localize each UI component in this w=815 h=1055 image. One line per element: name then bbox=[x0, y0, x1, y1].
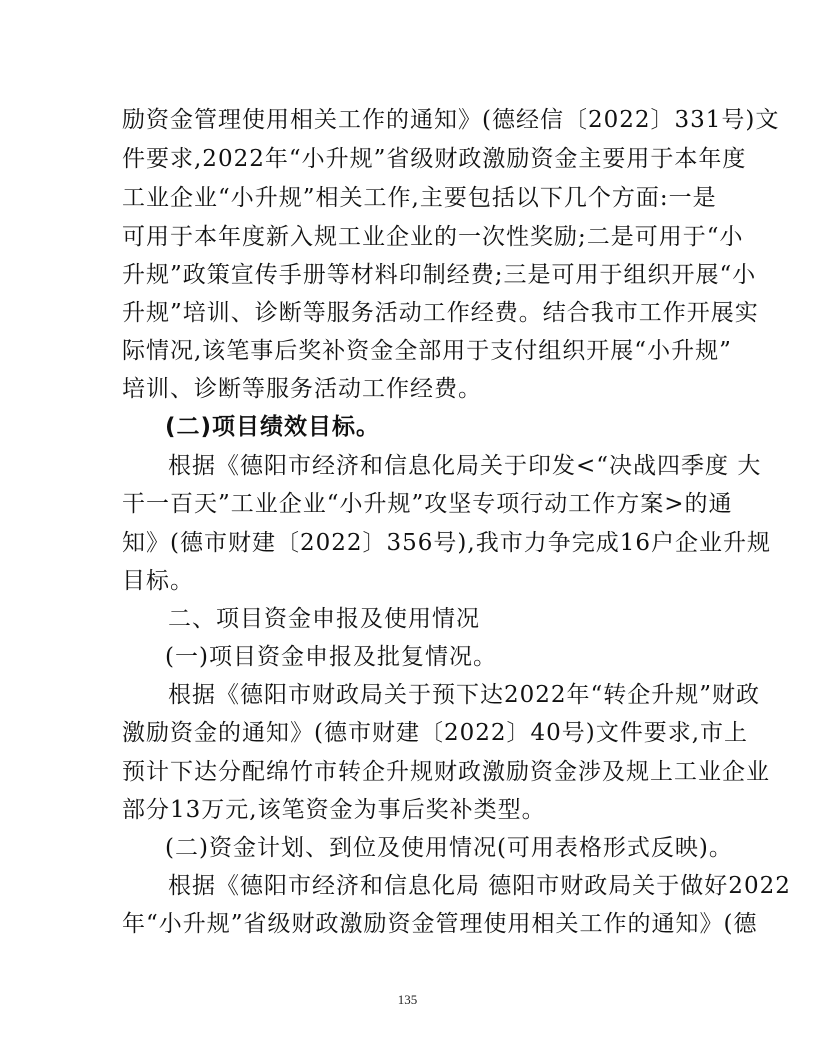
paragraph-line: 升规”培训、诊断等服务活动工作经费。结合我市工作开展实 bbox=[122, 300, 759, 326]
paragraph-line: 年“小升规”省级财政激励资金管理使用相关工作的通知》(德 bbox=[122, 911, 758, 937]
paragraph-line: 干一百天”工业企业“小升规”攻坚专项行动工作方案>的通 bbox=[122, 491, 733, 517]
paragraph-line: 励资金管理使用相关工作的通知》(德经信〔2022〕331号)文 bbox=[122, 107, 780, 133]
paragraph-line: 件要求,2022年“小升规”省级财政激励资金主要用于本年度 bbox=[122, 146, 747, 172]
paragraph-line: 知》(德市财建〔2022〕356号),我市力争完成16户企业升规 bbox=[122, 530, 771, 556]
paragraph-line: 激励资金的通知》(德市财建〔2022〕40号)文件要求,市上 bbox=[122, 720, 749, 746]
paragraph-line: 培训、诊断等服务活动工作经费。 bbox=[122, 376, 482, 402]
paragraph-line: 部分13万元,该笔资金为事后奖补类型。 bbox=[122, 797, 546, 823]
subsection-heading: (二)资金计划、到位及使用情况(可用表格形式反映)。 bbox=[165, 835, 733, 861]
paragraph-line: 根据《德阳市财政局关于预下达2022年“转企升规”财政 bbox=[168, 682, 761, 708]
paragraph-line: 根据《德阳市经济和信息化局 德阳市财政局关于做好2022 bbox=[168, 873, 791, 899]
paragraph-line: 工业企业“小升规”相关工作,主要包括以下几个方面:一是 bbox=[122, 185, 717, 211]
paragraph-line: 升规”政策宣传手册等材料印制经费;三是可用于组织开展“小 bbox=[122, 262, 757, 288]
page-number: 135 bbox=[397, 992, 418, 1007]
subsection-heading: (一)项目资金申报及批复情况。 bbox=[165, 644, 497, 670]
paragraph-line: 预计下达分配绵竹市转企升规财政激励资金涉及规上工业企业 bbox=[122, 759, 770, 785]
section-heading: (二)项目绩效目标。 bbox=[165, 414, 381, 440]
paragraph-line: 际情况,该笔事后奖补资金全部用于支付组织开展“小升规” bbox=[122, 338, 732, 364]
paragraph-line: 可用于本年度新入规工业企业的一次性奖励;二是可用于“小 bbox=[122, 224, 744, 250]
paragraph-line: 目标。 bbox=[122, 568, 194, 594]
section-heading: 二、项目资金申报及使用情况 bbox=[168, 606, 480, 632]
paragraph-line: 根据《德阳市经济和信息化局关于印发<“决战四季度 大 bbox=[168, 453, 762, 479]
